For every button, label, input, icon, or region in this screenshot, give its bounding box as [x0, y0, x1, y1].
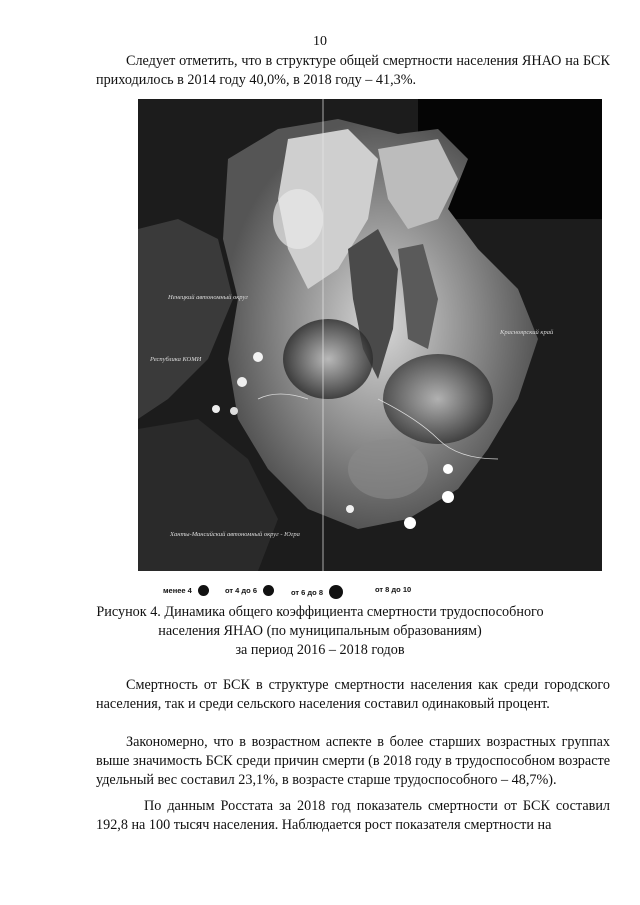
- body-paragraph: По данным Росстата за 2018 год показатель смертности от БСК составил 192,8 на 100 тысяч населения. Наблюдается рост показателя смертности на: [96, 798, 610, 833]
- caption-line: Рисунок 4. Динамика общего коэффициента смертности трудоспособного: [96, 604, 544, 620]
- figure-caption: [0, 603, 640, 660]
- map-marker: [346, 505, 354, 513]
- map-marker: [230, 407, 238, 415]
- legend-item: [375, 585, 411, 594]
- map-marker: [442, 491, 454, 503]
- map-legend: [163, 585, 483, 599]
- map-label-komi: Республика КОМИ: [150, 356, 202, 363]
- legend-marker-icon: [263, 585, 274, 596]
- legend-label: от 8 до 10: [375, 585, 412, 594]
- map-marker: [212, 405, 220, 413]
- map-marker: [237, 377, 247, 387]
- caption-line: населения ЯНАО (по муниципальным образованиям): [158, 623, 482, 639]
- legend-label: от 6 до 8: [291, 587, 324, 597]
- legend-item: [291, 585, 343, 599]
- map-label-nenets: Ненецкий автономный округ: [168, 294, 248, 301]
- map-marker: [404, 517, 416, 529]
- map-label-khmao: Ханты-Мансийский автономный округ - Югра: [170, 531, 300, 538]
- body-paragraph: Закономерно, что в возрастном аспекте в более старших возрастных группах выше значимость БСК среди причин смерти (в 2018 году в трудоспособном возрасте удельный вес составил 23,1%, в возрасте старше трудоспособного – 48,7%).: [96, 734, 610, 788]
- intro-paragraph: Следует отметить, что в структуре общей смертности населения ЯНАО на БСК приходилось в 2014 году 40,0%, в 2018 году – 41,3%.: [96, 53, 610, 88]
- legend-item: [163, 585, 209, 596]
- map-label-krasnoyarsk: Красноярский край: [500, 329, 554, 336]
- legend-marker-icon: [329, 585, 343, 599]
- region-map: [138, 99, 602, 571]
- page-number: 10: [313, 34, 327, 49]
- body-paragraph: Смертность от БСК в структуре смертности населения как среди городского населения, так и среди сельского населения составил одинаковый процент.: [96, 677, 610, 712]
- map-marker: [443, 464, 453, 474]
- legend-label: менее 4: [163, 586, 192, 595]
- caption-line: за период 2016 – 2018 годов: [235, 642, 405, 658]
- legend-label: от 4 до 6: [225, 586, 258, 595]
- legend-marker-icon: [198, 585, 209, 596]
- map-marker: [253, 352, 263, 362]
- legend-item: [225, 585, 274, 596]
